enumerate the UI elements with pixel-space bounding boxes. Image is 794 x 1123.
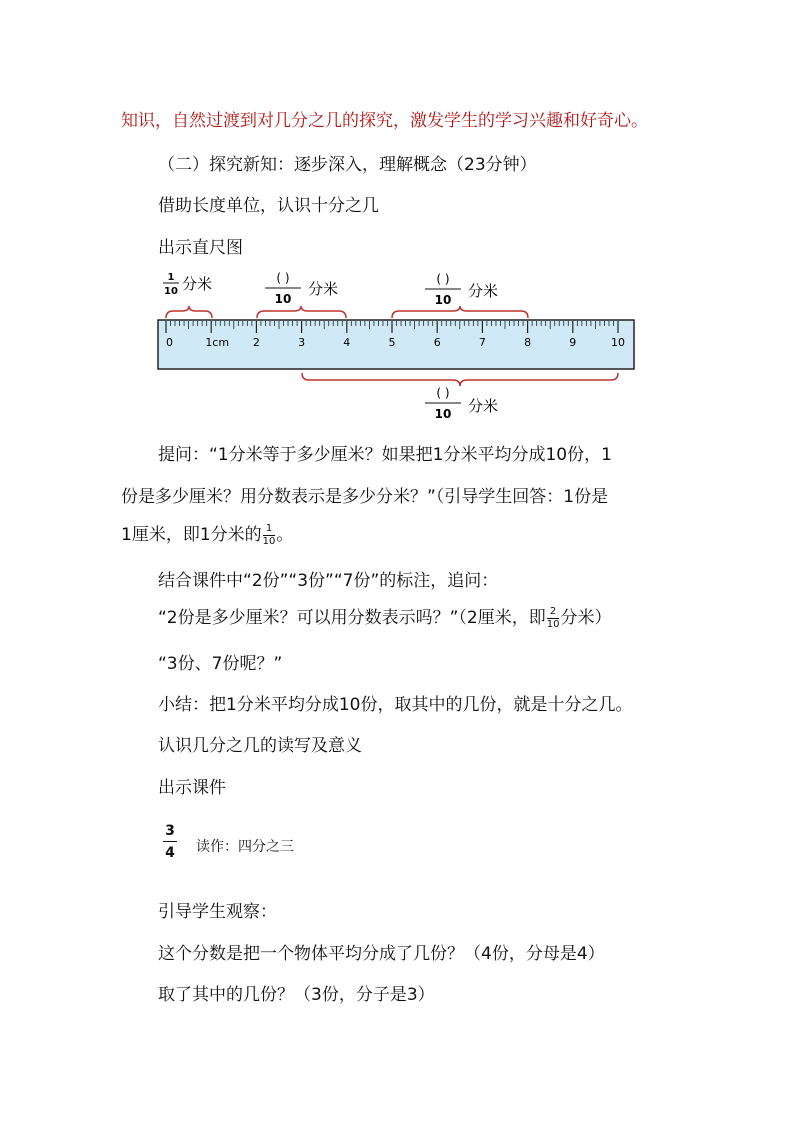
q1-line2: 份是多少厘米？用分数表示是多少分米？”（引导学生回答：1份是 — [121, 487, 609, 507]
q1-line3 — [121, 520, 293, 547]
fraction-example — [160, 824, 180, 860]
annot1-unit: 分米 — [182, 275, 213, 293]
frac-numerator: 1 — [263, 524, 276, 536]
frac-numerator: 2 — [547, 607, 560, 619]
guide-text: 引导学生观察： — [158, 902, 277, 922]
annot4-unit: 分米 — [468, 397, 499, 415]
ruler-tick-label: 9 — [569, 336, 577, 349]
ruler-tick-label: 0 — [166, 336, 173, 349]
annot3-denominator: 10 — [434, 293, 452, 307]
q1-line3-post: 。 — [276, 525, 294, 545]
ruler-tick-label: 8 — [524, 336, 532, 349]
ruler — [158, 320, 634, 369]
ruler-tick-label: 5 — [388, 336, 396, 349]
annot4-denominator: 10 — [434, 407, 452, 421]
show-courseware-text: 出示课件 — [158, 778, 226, 798]
frac-denominator: 10 — [262, 535, 276, 547]
annot1-denominator: 10 — [164, 286, 178, 297]
ruler-diagram — [0, 0, 794, 440]
sub2-title: 认识几分之几的读写及意义 — [158, 736, 362, 756]
brace-1 — [166, 306, 212, 318]
q4-text: 这个分数是把一个物体平均分成了几份？（4份，分母是4） — [158, 944, 605, 964]
intro-text: 知识，自然过渡到对几分之几的探究，激发学生的学习兴趣和好奇心。 — [121, 111, 648, 131]
q1-line1: 提问：“1分米等于多少厘米？如果把1分米平均分成10份，1 — [158, 445, 612, 465]
annot1-numerator: 1 — [167, 272, 175, 283]
annot2-numerator: ( ) — [276, 271, 290, 285]
section2-heading: （二）探究新知：逐步深入，理解概念（23分钟） — [158, 155, 537, 175]
ruler-tick-label: 2 — [252, 336, 260, 349]
ruler-tick-label: 1cm — [205, 336, 230, 349]
q2-line — [158, 603, 611, 630]
brace-4 — [302, 373, 618, 386]
frac-denominator: 10 — [546, 618, 560, 630]
ruler-tick-label: 10 — [611, 336, 625, 349]
ruler-tick-label: 3 — [298, 336, 306, 349]
q1-line3-pre: 1厘米，即1分米的 — [121, 525, 262, 545]
annot2-unit: 分米 — [308, 280, 339, 298]
fraction-one-tenth — [263, 524, 276, 547]
annot4-numerator: ( ) — [436, 386, 450, 400]
q5-text: 取了其中的几份？（3份，分子是3） — [158, 985, 435, 1005]
fraction-two-tenths — [547, 607, 560, 630]
show-ruler-text: 出示直尺图 — [158, 238, 243, 258]
example-denominator: 4 — [165, 845, 175, 861]
annot3-numerator: ( ) — [436, 272, 450, 286]
q3-text: “3份、7份呢？” — [158, 654, 283, 674]
annot2-denominator: 10 — [274, 292, 292, 306]
ruler-tick-label: 4 — [343, 336, 351, 349]
brace-3 — [392, 306, 528, 318]
summary-text: 小结：把1分米平均分成10份，取其中的几份，就是十分之几。 — [158, 695, 633, 715]
q2-pre: “2份是多少厘米？可以用分数表示吗？”（2厘米，即 — [158, 608, 546, 628]
combine-text: 结合课件中“2份”“3份”“7份”的标注，追问： — [158, 571, 499, 591]
brace-2 — [257, 306, 346, 318]
example-numerator: 3 — [165, 823, 175, 839]
q2-post: 分米） — [560, 608, 612, 628]
sub1-title: 借助长度单位，认识十分之几 — [158, 196, 379, 216]
ruler-body — [158, 320, 634, 369]
ruler-tick-label: 6 — [433, 336, 441, 349]
annot3-unit: 分米 — [468, 282, 499, 300]
ruler-tick-label: 7 — [478, 336, 486, 349]
example-reading: 读作：四分之三 — [196, 839, 294, 855]
